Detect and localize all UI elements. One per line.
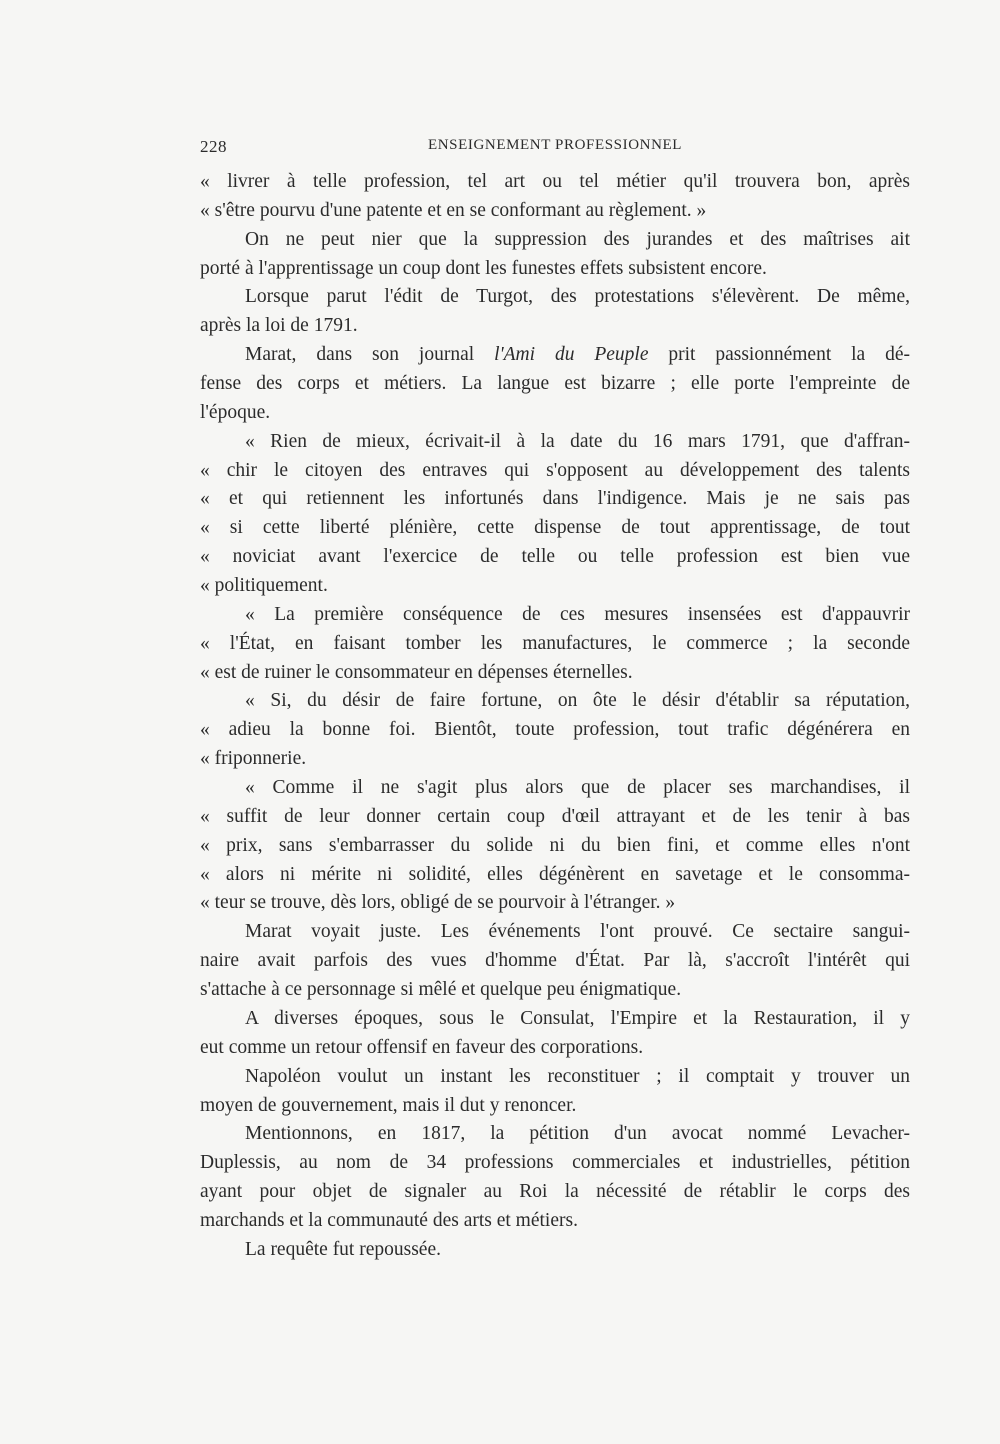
paragraph-start: Marat voyait juste. Les événements l'ont prouvé. Ce sectaire sangui- [245,921,910,943]
text-line: fense des corps et métiers. La langue est bizarre ; elle porte l'empreinte de [200,373,910,395]
quotation-start: « La première conséquence de ces mesures insensées est d'appauvrir [245,603,910,625]
text-segment: Marat, dans son journal [245,344,495,366]
quotation-line: « prix, sans s'embarrasser du solide ni du bien fini, et comme elles n'ont [200,834,910,856]
quotation-line: « suffit de leur donner certain coup d'œil attrayant et de les tenir à bas [200,805,910,827]
page-number: 228 [200,137,227,156]
text-line: « livrer à telle profession, tel art ou tel métier qu'il trouvera bon, après [200,171,910,192]
paragraph-start: Mentionnons, en 1817, la pétition d'un avocat nommé Levacher- [245,1123,910,1145]
quotation-line: « alors ni mérite ni solidité, elles dégénèrent en savetage et le consomma- [200,863,910,885]
text-segment: prit passionnément la dé- [648,344,910,366]
text-line: « s'être pourvu d'une patente et en se conformant au règlement. » [200,199,707,221]
quotation-line: « est de ruiner le consommateur en dépenses éternelles. [200,661,633,683]
text-line: l'époque. [200,401,271,423]
text-line: Duplessis, au nom de 34 professions commerciales et industrielles, pétition [200,1152,910,1174]
paragraph-start: A diverses époques, sous le Consulat, l'Empire et la Restauration, il y [245,1007,910,1029]
quotation-start: « Comme il ne s'agit plus alors que de placer ses marchandises, il [245,777,910,799]
text-line: eut comme un retour offensif en faveur des corporations. [200,1036,644,1058]
quotation-line: « et qui retiennent les infortunés dans l'indigence. Mais je ne sais pas [200,488,910,510]
text-line: s'attache à ce personnage si mêlé et quelque peu énigmatique. [200,979,682,1001]
text-line: naire avait parfois des vues d'homme d'État. Par là, s'accroît l'intérêt qui [200,950,910,972]
body-text [200,168,910,1265]
journal-title: l'Ami du Peuple [494,344,649,366]
paragraph-start: Napoléon voulut un instant les reconstituer ; il comptait y trouver un [245,1065,910,1087]
quotation-line: « l'État, en faisant tomber les manufactures, le commerce ; la seconde [200,632,910,654]
paragraph-start: La requête fut repoussée. [245,1238,441,1260]
paragraph-start: On ne peut nier que la suppression des jurandes et des maîtrises ait [245,228,910,250]
quotation-start: « Rien de mieux, écrivait-il à la date du 16 mars 1791, que d'affran- [245,430,910,452]
page-header [200,137,910,159]
quotation-line: « si cette liberté plénière, cette dispense de tout apprentissage, de tout [200,517,910,539]
quotation-line: « adieu la bonne foi. Bientôt, toute profession, tout trafic dégénérera en [200,719,910,741]
paragraph-start [200,341,910,370]
text-line: après la loi de 1791. [200,315,358,337]
text-line: ayant pour objet de signaler au Roi la nécessité de rétablir le corps des [200,1181,910,1203]
quotation-start: « Si, du désir de faire fortune, on ôte le désir d'établir sa réputation, [245,690,910,712]
quotation-line: « teur se trouve, dès lors, obligé de se pourvoir à l'étranger. » [200,892,676,914]
running-head: ENSEIGNEMENT PROFESSIONNEL [427,137,683,153]
text-line: marchands et la communauté des arts et métiers. [200,1209,578,1231]
quotation-line: « friponnerie. [200,748,307,770]
paragraph-start: Lorsque parut l'édit de Turgot, des protestations s'élevèrent. De même, [245,286,910,308]
quotation-line: « noviciat avant l'exercice de telle ou telle profession est bien vue [200,546,910,568]
quotation-line: « politiquement. [200,575,328,597]
text-line: porté à l'apprentissage un coup dont les funestes effets subsistent encore. [200,257,767,279]
text-line: moyen de gouvernement, mais il dut y renoncer. [200,1094,577,1116]
quotation-line: « chir le citoyen des entraves qui s'opposent au développement des talents [200,459,910,481]
